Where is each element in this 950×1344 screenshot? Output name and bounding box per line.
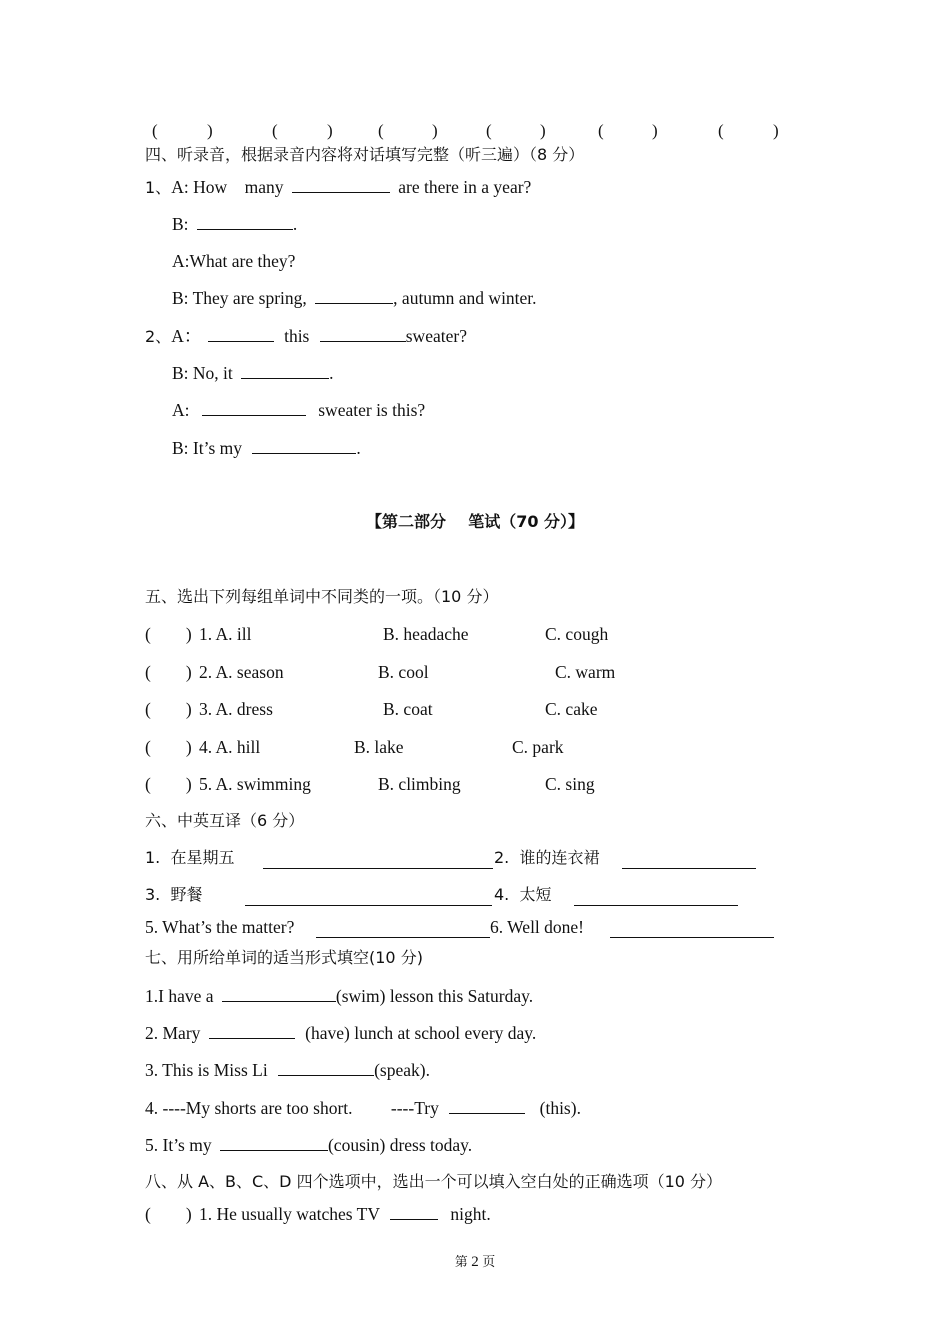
- q2-a1-text-end: sweater?: [405, 326, 467, 346]
- translate-q2: 2. 谁的连衣裙: [494, 848, 600, 867]
- option-a: 1. A. ill: [199, 624, 252, 644]
- answer-blank[interactable]: [610, 921, 774, 938]
- q1-line-b2: [172, 287, 537, 309]
- option-b: B. coat: [383, 699, 433, 719]
- paren-close: ): [540, 121, 546, 140]
- speaker-a: A：: [171, 326, 202, 346]
- paren-close: ): [207, 121, 213, 140]
- q1-line-a1: [145, 176, 531, 199]
- q2-line-a1: [145, 325, 467, 348]
- paren-open: (: [152, 121, 158, 140]
- answer-blank[interactable]: [390, 1203, 438, 1220]
- q2-number: 2、: [145, 327, 172, 346]
- q2-line-b2: [172, 437, 361, 459]
- page-footer: [0, 1251, 950, 1274]
- answer-paren[interactable]: ( ): [145, 662, 192, 682]
- section5-heading: 五、选出下列每组单词中不同类的一项。（10 分）: [145, 587, 499, 606]
- answer-blank[interactable]: [574, 889, 738, 906]
- fill-q5: [145, 1134, 472, 1156]
- choice-q1: [199, 1203, 491, 1225]
- q2-b2-text: B: It’s my: [172, 438, 243, 458]
- fill-q5-text-end: (cousin) dress today.: [327, 1135, 473, 1155]
- option-c: C. cough: [545, 624, 609, 644]
- option-a: 2. A. season: [199, 662, 284, 682]
- option-c: C. park: [512, 737, 564, 757]
- q1-b2-text: B: They are spring,: [172, 288, 307, 308]
- translate-q5: 5. What’s the matter?: [145, 917, 295, 937]
- translate-q3: 3. 野餐: [145, 885, 203, 904]
- answer-blank[interactable]: [263, 852, 493, 869]
- answer-blank[interactable]: [320, 325, 406, 342]
- q2-a2-text-end: sweater is this?: [318, 400, 426, 420]
- answer-blank[interactable]: [449, 1097, 525, 1114]
- fill-q2: [145, 1022, 536, 1044]
- paren-close: ): [327, 121, 333, 140]
- translate-q6: 6. Well done!: [490, 917, 585, 937]
- answer-blank[interactable]: [197, 213, 293, 230]
- answer-paren[interactable]: ( ): [145, 699, 192, 719]
- page-number: 2: [471, 1254, 479, 1270]
- answer-blank[interactable]: [222, 985, 336, 1002]
- option-c: C. warm: [555, 662, 616, 682]
- section6-heading: 六、中英互译（6 分）: [145, 811, 305, 830]
- answer-paren[interactable]: ( ): [145, 774, 192, 794]
- q2-line-a2: [172, 399, 425, 421]
- q2-line-b1: [172, 362, 334, 384]
- section7-heading: 七、用所给单词的适当形式填空(10 分): [145, 948, 423, 967]
- period: .: [329, 363, 334, 383]
- translate-q1: 1. 在星期五: [145, 848, 235, 867]
- paren-close: ): [652, 121, 658, 140]
- answer-blank[interactable]: [208, 325, 274, 342]
- fill-q4-text-end: (this).: [539, 1098, 581, 1118]
- part2-title: 【第二部分 笔试（70 分）】: [365, 512, 585, 531]
- fill-q3: [145, 1059, 430, 1081]
- fill-q1-text-end: (swim) lesson this Saturday.: [335, 986, 534, 1006]
- answer-blank[interactable]: [278, 1059, 374, 1076]
- period: .: [356, 438, 361, 458]
- fill-q1-text: 1.I have a: [145, 986, 214, 1006]
- translate-q4: 4. 太短: [494, 885, 552, 904]
- option-b: B. cool: [378, 662, 429, 682]
- section4-heading: 四、听录音，根据录音内容将对话填写完整（听三遍）（8 分）: [145, 145, 585, 164]
- answer-blank[interactable]: [241, 362, 329, 379]
- answer-paren[interactable]: ( ): [145, 737, 192, 757]
- period: .: [292, 214, 298, 234]
- speaker-a: A:: [172, 400, 190, 420]
- choice-q1-text: 1. He usually watches TV: [199, 1204, 380, 1224]
- q1-b2-text-end: , autumn and winter.: [393, 288, 537, 308]
- speaker-b: B:: [172, 214, 189, 234]
- answer-blank[interactable]: [292, 176, 390, 193]
- answer-paren[interactable]: ( ): [145, 1204, 192, 1224]
- paren-open: (: [718, 121, 724, 140]
- q2-a1-this: this: [284, 326, 310, 346]
- q1-a1-text-end: are there in a year?: [398, 177, 532, 197]
- option-c: C. cake: [545, 699, 598, 719]
- answer-blank[interactable]: [220, 1134, 328, 1151]
- option-c: C. sing: [545, 774, 595, 794]
- q1-line-b1: [172, 213, 297, 235]
- option-b: B. climbing: [378, 774, 461, 794]
- paren-open: (: [378, 121, 384, 140]
- section8-heading: 八、从 A、B、C、D 四个选项中，选出一个可以填入空白处的正确选项（10 分）: [145, 1172, 723, 1191]
- paren-open: (: [486, 121, 492, 140]
- option-b: B. lake: [354, 737, 404, 757]
- answer-blank[interactable]: [209, 1022, 295, 1039]
- option-a: 3. A. dress: [199, 699, 273, 719]
- fill-q3-text: 3. This is Miss Li: [145, 1060, 268, 1080]
- footer-suffix: 页: [482, 1255, 496, 1270]
- fill-q4: [145, 1097, 581, 1119]
- fill-q2-text: 2. Mary: [145, 1023, 201, 1043]
- answer-blank[interactable]: [245, 889, 492, 906]
- q1-number: 1、: [145, 178, 172, 197]
- paren-open: (: [272, 121, 278, 140]
- option-b: B. headache: [383, 624, 469, 644]
- answer-blank[interactable]: [315, 287, 393, 304]
- q2-b1-text: B: No, it: [172, 363, 233, 383]
- answer-blank[interactable]: [316, 921, 490, 938]
- q1-a1-text: A: How many: [171, 177, 284, 197]
- fill-q4-text: 4. ----My shorts are too short.: [145, 1098, 353, 1118]
- q1-line-a2: A:What are they?: [172, 251, 296, 271]
- option-a: 4. A. hill: [199, 737, 261, 757]
- fill-q1: [145, 985, 533, 1007]
- fill-q4-try: ----Try: [390, 1098, 439, 1118]
- paren-open: (: [598, 121, 604, 140]
- answer-blank[interactable]: [252, 437, 356, 454]
- answer-blank[interactable]: [622, 852, 756, 869]
- answer-paren[interactable]: ( ): [145, 624, 192, 644]
- fill-q5-text: 5. It’s my: [145, 1135, 212, 1155]
- choice-q1-text-end: night.: [450, 1204, 491, 1224]
- paren-close: ): [773, 121, 779, 140]
- answer-blank[interactable]: [202, 399, 306, 416]
- option-a: 5. A. swimming: [199, 774, 311, 794]
- fill-q3-text-end: (speak).: [374, 1060, 430, 1080]
- paren-close: ): [432, 121, 438, 140]
- footer-prefix: 第: [454, 1255, 468, 1270]
- fill-q2-text-end: (have) lunch at school every day.: [305, 1023, 537, 1043]
